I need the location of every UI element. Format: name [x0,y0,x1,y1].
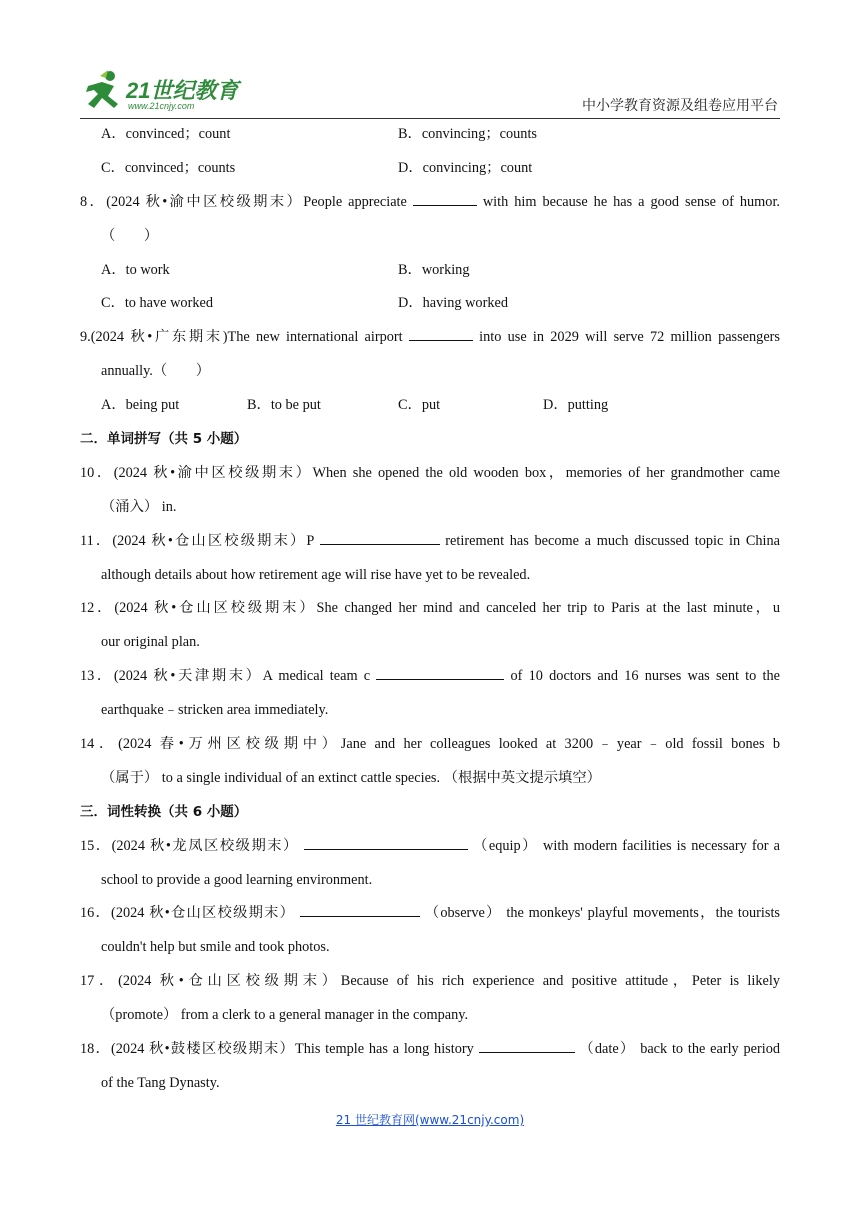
answer-blank [304,835,468,850]
question-text: 16．(2024 秋•仓山区校级期末） [80,905,296,922]
question-text: （promote） from a clerk to a general manager in the company. [101,1007,469,1024]
logo-url: www.21cnjy.com [128,101,195,111]
question-text: our original plan. [101,634,200,651]
answer-blank [479,1038,575,1053]
question-text: of 10 doctors and 16 nurses was sent to the [510,668,780,685]
question-text: 13．(2024 秋•天津期末）A medical team c [80,668,371,685]
header-tagline: 中小学教育资源及组卷应用平台 [582,98,778,114]
question-text: 11．(2024 秋•仓山区校级期末）P [80,532,314,549]
question-text: （date） back to the early period [579,1041,780,1058]
footer-link[interactable]: 21 世纪教育网(www.21cnjy.com) [335,1113,525,1127]
option-d: D．convincing；count [398,159,533,176]
answer-blank [320,530,440,545]
option-b: B．to be put [247,397,321,414]
question-text: （属于） to a single individual of an extinct cattle species. （根据中英文提示填空） [101,769,601,786]
option-c: C．to have worked [101,295,213,312]
question-text: 9.(2024 秋•广东期末)The new international airport [80,329,403,346]
question-text: retirement has become a much discussed topic in China [445,532,780,549]
section-heading: 二．单词拼写（共 5 小题） [80,431,248,448]
question-15 [80,830,780,864]
question-14: 14．(2024 春•万州区校级期中）Jane and her colleagues looked at 3200﹣year﹣old fossil bones b [80,736,780,753]
question-16 [80,897,780,931]
answer-blank [413,191,477,206]
options-row [80,152,780,186]
page-header [80,66,780,119]
option-d: D．putting [543,397,609,414]
options-row [80,254,780,288]
question-text: couldn't help but smile and took photos. [101,939,330,956]
question-text: 15．(2024 秋•龙凤区校级期末） [80,837,299,854]
answer-blank [300,902,420,917]
question-8-paren: （ ） [101,227,159,244]
question-text: into use in 2029 will serve 72 million passengers [479,329,780,346]
option-c: C．put [398,397,441,414]
question-text: annually.（ ） [101,363,211,380]
options-row [80,389,780,423]
question-12: 12．(2024 秋•仓山区校级期末）She changed her mind and canceled her trip to Paris at the last minute，u [80,600,780,617]
site-logo[interactable] [80,68,250,114]
options-row [80,287,780,321]
question-text: 8．(2024 秋•渝中区校级期末）People appreciate [80,193,407,210]
option-a: A．convinced；count [101,126,231,142]
option-c: C．convinced；counts [101,159,236,176]
answer-blank [409,326,473,341]
question-text: 18．(2024 秋•鼓楼区校级期末）This temple has a long history [80,1041,474,1058]
question-text: with him because he has a good sense of humor. [482,193,780,210]
question-18 [80,1033,780,1067]
option-a: A．to work [101,261,170,278]
options-row [80,118,780,152]
question-text: earthquake﹣stricken area immediately. [101,702,329,719]
question-8 [80,186,780,220]
question-text: although details about how retirement age will rise have yet to be revealed. [101,566,531,583]
question-text: school to provide a good learning environment. [101,871,373,888]
option-b: B．working [398,261,470,278]
option-a: A．being put [101,397,180,414]
question-content [80,118,780,1101]
question-11 [80,525,780,559]
question-10: 10．(2024 秋•渝中区校级期末）When she opened the old wooden box，memories of her grandmother came [80,464,780,481]
question-text: of the Tang Dynasty. [101,1074,220,1091]
option-d: D．having worked [398,295,508,312]
section-heading: 三．词性转换（共 6 小题） [80,803,248,820]
question-17: 17．(2024 秋•仓山区校级期末）Because of his rich experience and positive attitude，Peter is likely [80,973,780,990]
logo-text: 21世纪教育 [126,78,239,103]
question-9 [80,321,780,355]
question-text: （equip） with modern facilities is necessary for a [473,837,780,854]
page-footer [0,1111,860,1128]
question-13 [80,660,780,694]
question-text: （涌入） in. [101,498,177,515]
running-man-icon [80,68,126,112]
question-text: （observe） the monkeys' playful movements，the tourists [424,905,780,922]
option-b: B．convincing；counts [398,126,537,142]
answer-blank [376,665,504,680]
